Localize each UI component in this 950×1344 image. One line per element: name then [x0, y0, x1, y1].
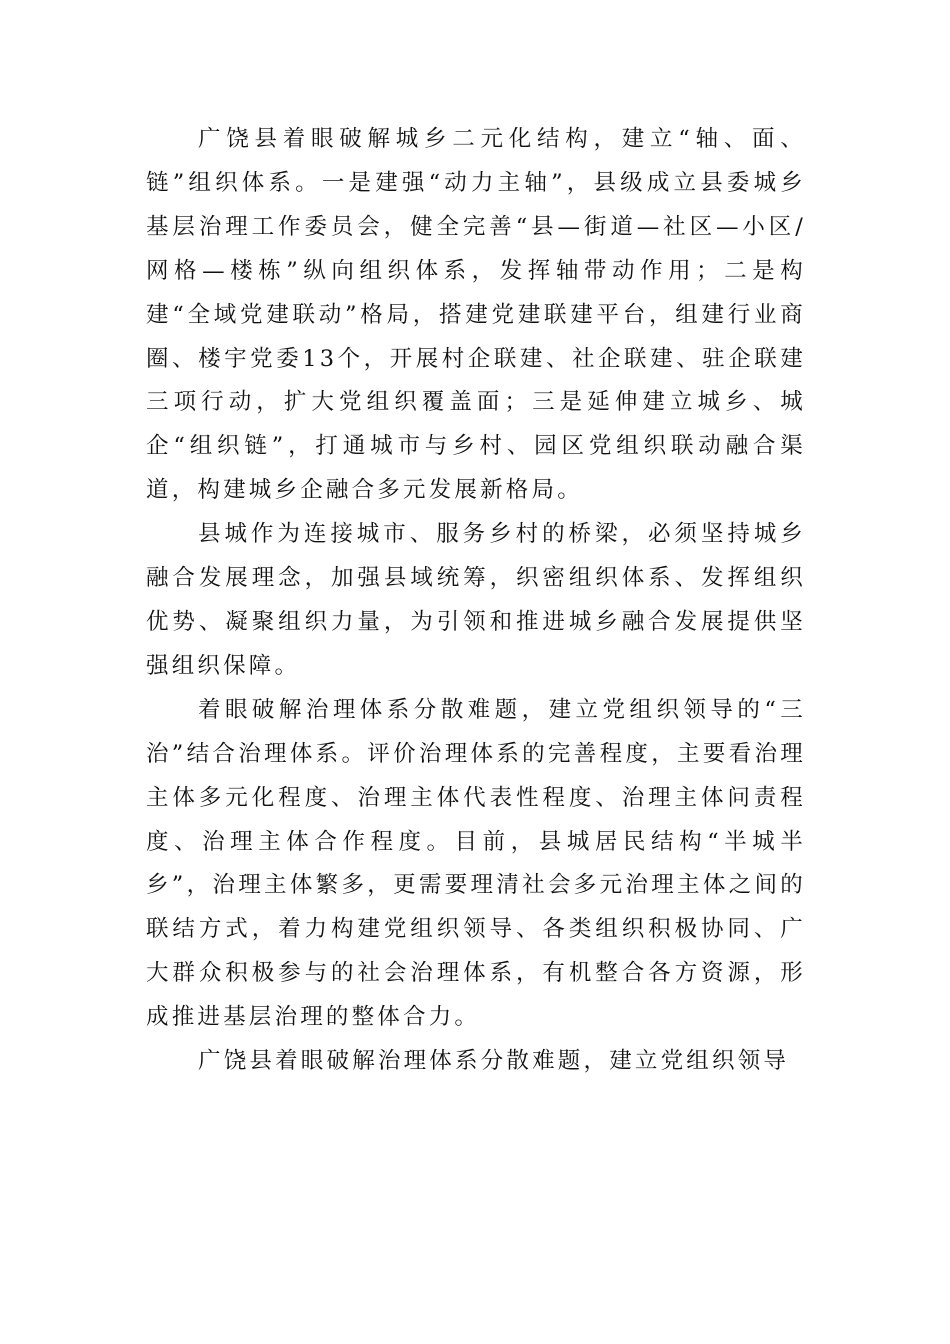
paragraph-4: 广饶县着眼破解治理体系分散难题，建立党组织领导 [198, 1048, 790, 1075]
paragraph-2: 县城作为连接城市、服务乡村的桥梁，必须坚持城乡融合发展理念，加强县域统筹，织密组织体系、发挥组织优势、凝聚组织力量，为引领和推进城乡融合发展提供坚强组织保障。 [146, 521, 806, 679]
paragraph-1: 广饶县着眼破解城乡二元化结构，建立“轴、面、链”组织体系。一是建强“动力主轴”，县级成立县委城乡基层治理工作委员会，健全完善“县—街道—社区—小区/网格—楼栋”纵向组织体系，发挥轴带动作用；二是构建“全域党建联动”格局，搭建党建联建平台，组建行业商圈、楼宇党委13个，开展村企联建、社企联建、驻企联建三项行动，扩大党组织覆盖面；三是延伸建立城乡、城企“组织链”，打通城市与乡村、园区党组织联动融合渠道，构建城乡企融合多元发展新格局。 [146, 126, 806, 504]
document-body [146, 118, 806, 1084]
paragraph-3: 着眼破解治理体系分散难题，建立党组织领导的“三治”结合治理体系。评价治理体系的完善程度，主要看治理主体多元化程度、治理主体代表性程度、治理主体问责程度、治理主体合作程度。目前，县城居民结构“半城半乡”，治理主体繁多，更需要理清社会多元治理主体之间的联结方式，着力构建党组织领导、各类组织积极协同、广大群众积极参与的社会治理体系，有机整合各方资源，形成推进基层治理的整体合力。 [146, 696, 806, 1031]
